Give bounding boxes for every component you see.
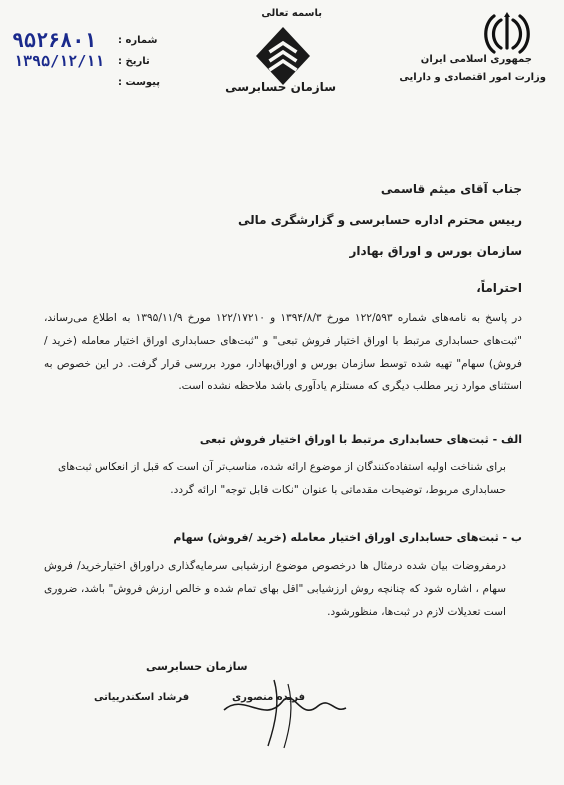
signature-organization: سازمان حسابرسی xyxy=(146,660,248,673)
addressee-title: رییس محترم اداره حسابرسی و گزارشگری مالی xyxy=(238,213,522,227)
signer-name-2: فرشاد اسکندرییاتی xyxy=(94,692,190,703)
intro-paragraph: در پاسخ به نامه‌های شماره ۱۲۲/۵۹۳ مورخ ۱۳۹۴/۸/۳ و ۱۲۲/۱۷۲۱۰ مورخ ۱۳۹۵/۱۱/۹ به اطلاع می‌رساند، "ثبت‌های حسابداری مرتبط با اوراق اختیار فروش تبعی" و "ثبت‌های حسابداری اوراق اختیار معامله (خرید /فروش) سهام" تهیه شده توسط سازمان بورس و اوراق‌بهادار، مورد بررسی قرار گرفت. در این خصوص به استثنای موارد زیر مطلب دیگری که مستلزم یادآوری باشد ملاحظه نشده است. xyxy=(44,312,523,393)
handwritten-signature xyxy=(214,662,354,752)
addressee-organization: سازمان بورس و اوراق بهادار xyxy=(349,244,522,258)
section-a-heading: الف - ثبت‌های حسابداری مرتبط با اوراق اختیار فروش تبعی xyxy=(199,433,522,446)
addressee-name: جناب آقای میثم قاسمی xyxy=(380,182,522,196)
iran-emblem-icon xyxy=(482,10,532,54)
letter-number-value: ۹۵۲۶۸۰۱ xyxy=(12,28,97,52)
date-label: تاریخ : xyxy=(118,56,150,67)
number-label: شماره : xyxy=(118,35,158,46)
signer-name-1: فریده منصوری xyxy=(232,692,306,703)
basmala: باسمه تعالی xyxy=(261,8,322,19)
attachment-label: پیوست : xyxy=(118,77,161,88)
government-name: جمهوری اسلامی ایران xyxy=(420,54,532,65)
ministry-name: وزارت امور اقتصادی و دارایی xyxy=(399,72,546,83)
organization-name: سازمان حسابرسی xyxy=(225,80,336,94)
section-a-paragraph: برای شناخت اولیه استفاده‌کنندگان از موضوع ارائه شده، مناسب‌تر آن است که قبل از انعکاس ثبت‌های حسابداری مربوط، توضیحات مقدماتی با عنوان "نکات قابل توجه" ارائه گردد. xyxy=(58,461,506,496)
letter-date-value: ۱۳۹۵/۱۲/۱۱ xyxy=(14,52,105,70)
salutation: احتراماً، xyxy=(476,281,522,295)
section-b-heading: ب - ثبت‌های حسابداری اوراق اختیار معامله (خرید /فروش) سهام xyxy=(173,531,522,544)
section-b-paragraph: درمفروضات بیان شده درمثال ها درخصوص موضوع ارزشیابی سرمایه‌گذاری دراوراق اختیارخرید/ فروش سهام ، اشاره شود که چنانچه روش ارزشیابی "اقل بهای تمام شده و خالص ارزش فروش" باشد، ضروری است تعدیلات لازم در ثبت‌ها، منظورشود. xyxy=(44,560,506,618)
audit-organization-logo-icon xyxy=(252,25,314,87)
